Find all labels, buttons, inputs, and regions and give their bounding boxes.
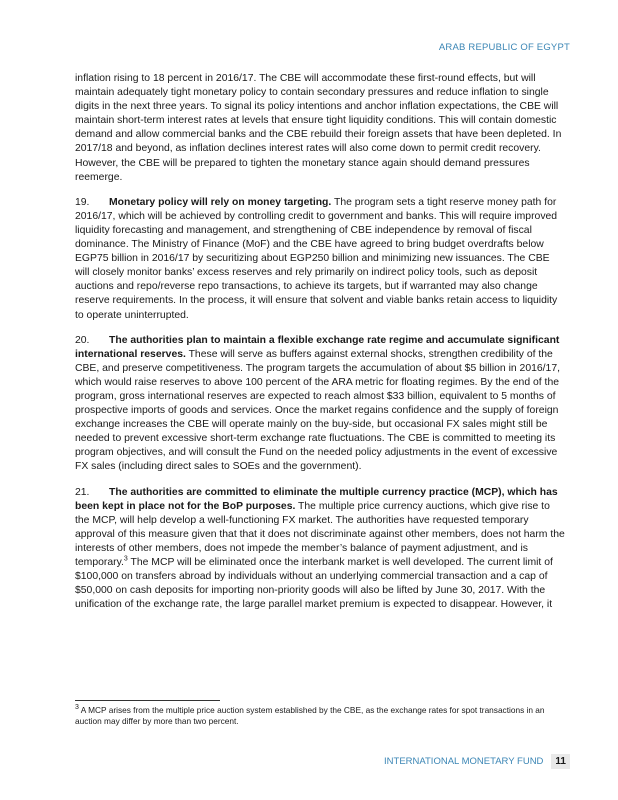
paragraph-lead: The authorities are committed to eliminate the multiple currency practice (MCP), which has been kept in place not for the BoP purposes.	[75, 486, 558, 512]
footnote-marker: 3	[75, 704, 79, 712]
paragraph-number: 20.	[75, 334, 90, 346]
footer-org: INTERNATIONAL MONETARY FUND	[384, 756, 544, 767]
paragraph-number: 21.	[75, 486, 90, 498]
footnote-reference[interactable]: 3	[123, 555, 128, 563]
footnote-divider	[75, 700, 220, 701]
paragraph-20	[75, 334, 566, 475]
running-footer	[384, 754, 570, 769]
paragraph-body: The multiple price currency auctions, which give rise to the MCP, will help develop a well-functioning FX market. The authorities have requested temporary approval of this measure given that that it does not discriminate against other members, does not harm the interests of other members, does not impede the member’s balance of payment adjustment, and is temporary.	[75, 500, 565, 568]
page-number: 11	[551, 754, 570, 769]
paragraph-19	[75, 196, 566, 323]
running-header: ARAB REPUBLIC OF EGYPT	[438, 42, 570, 53]
paragraph-lead: The authorities plan to maintain a flexible exchange rate regime and accumulate significant international reserves.	[75, 334, 560, 360]
paragraph-body: These will serve as buffers against external shocks, strengthen credibility of the CBE, and preserve competitiveness. The program targets the accumulation of about $5 billion in 2016/17, which would raise reserves to above 100 percent of the ARA metric for floating regimes. By the end of the program, gross international reserves are expected to reach almost $33 billion, equivalent to 5 months of prospective imports of goods and services. Once the market regains confidence and the supply of foreign exchange increases the CBE will operate mainly on the buy-side, but occasional FX sales might still be needed to prevent excessive short-term exchange rate fluctuations. The CBE is committed to meeting its program objectives, and will consult the Fund on the needed policy adjustments in the event of excessive FX sales (including direct sales to SOEs and the government).	[75, 348, 560, 473]
paragraph-body-continued: The MCP will be eliminated once the interbank market is well developed. The current limit of $100,000 on transfers abroad by individuals without an underlying commercial transaction and a cap of $50,000 on cash deposits for importing non-priority goods will also be lifted by June 30, 2017. With the unification of the exchange rate, the large parallel market premium is expected to disappear. However, it	[75, 557, 553, 611]
paragraph-lead: Monetary policy will rely on money targeting.	[109, 196, 332, 208]
paragraph-continuation: inflation rising to 18 percent in 2016/17. The CBE will accommodate these first-round effects, but will maintain adequately tight monetary policy to contain secondary pressures and reduce inflation to single digits in the next three years. To signal its policy intentions and anchor inflation expectations, the CBE will maintain short-term interest rates at levels that ensure tight liquidity conditions. This will contain domestic demand and allow commercial banks and the CBE rebuild their foreign assets that have been depleted. In 2017/18 and beyond, as inflation declines interest rates will also come down to permit credit recovery. However, the CBE will be prepared to tighten the monetary stance again should demand pressures reemerge.	[75, 73, 562, 183]
paragraph-body: The program sets a tight reserve money path for 2016/17, which will be achieved by controlling credit to government and banks. This will require improved liquidity forecasting and management, and strengthening of CBE independence by removal of fiscal dominance. The Ministry of Finance (MoF) and the CBE have agreed to bring budget overdrafts below EGP75 billion in 2016/17 by securitizing about EGP250 billion and minimizing new issuances. The CBE will closely monitor banks’ excess reserves and rely primarily on indirect policy tools, such as deposit auctions and repo/reverse repo transactions, to achieve its targets, but if warranted may also change reserve requirements. In the process, it will ensure that solvent and viable banks retain access to liquidity to operate uninterrupted.	[75, 196, 558, 321]
body-text	[75, 72, 566, 623]
footnote	[75, 705, 566, 727]
paragraph-number: 19.	[75, 196, 90, 208]
paragraph-21	[75, 486, 566, 613]
footnote-text: A MCP arises from the multiple price auction system established by the CBE, as the exchange rates for spot transactions in an auction may differ by more than two percent.	[75, 705, 545, 726]
